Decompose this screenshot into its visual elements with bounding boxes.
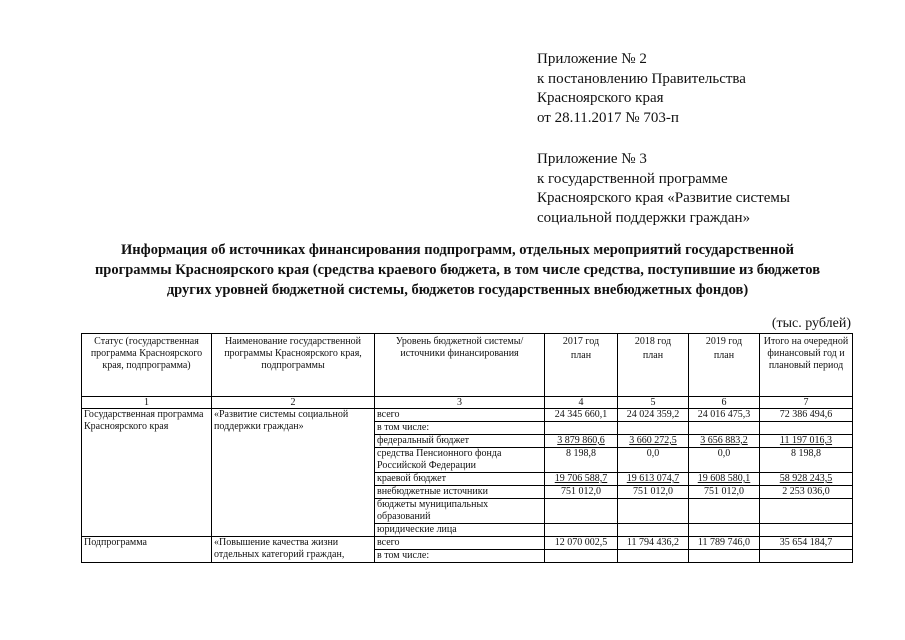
table-row — [82, 537, 853, 550]
appendix-resolution — [537, 50, 867, 128]
header-2017 — [545, 334, 618, 397]
level-cell: краевой бюджет — [375, 473, 545, 486]
name-cell: «Повышение качества жизни отдельных категорий граждан, — [212, 537, 375, 563]
name-cell: «Развитие системы социальной поддержки граждан» — [212, 409, 375, 537]
title-line: других уровней бюджетной системы, бюджетов государственных внебюджетных фондов) — [166, 282, 749, 298]
document-title — [60, 240, 855, 300]
value-2017: 8 198,8 — [545, 448, 618, 473]
header-row — [82, 334, 853, 397]
header-level: Уровень бюджетной системы/ источники финансирования — [375, 334, 545, 397]
value-2017: 751 012,0 — [545, 486, 618, 499]
appendix-line: Приложение № 3 — [537, 151, 647, 167]
value-total — [760, 499, 853, 524]
value-2019: 0,0 — [689, 448, 760, 473]
value-2018 — [618, 499, 689, 524]
header-2018 — [618, 334, 689, 397]
units-label: (тыс. рублей) — [771, 316, 851, 331]
appendix-line: к государственной программе — [537, 170, 728, 187]
level-cell: всего — [375, 409, 545, 422]
plan-label: план — [713, 350, 735, 361]
status-cell: Подпрограмма — [82, 537, 212, 563]
value-2019: 751 012,0 — [689, 486, 760, 499]
status-cell: Государственная программа Красноярского края — [82, 409, 212, 537]
value-2017 — [545, 524, 618, 537]
financing-table — [81, 333, 853, 563]
value-2019: 11 789 746,0 — [689, 537, 760, 550]
value-2019: 3 656 883,2 — [689, 435, 760, 448]
value-total — [760, 422, 853, 435]
value-2018: 19 613 074,7 — [618, 473, 689, 486]
value-2017 — [545, 422, 618, 435]
value-total — [760, 550, 853, 563]
plan-label: план — [570, 350, 592, 361]
appendix-program — [537, 150, 867, 228]
column-number: 7 — [760, 397, 853, 409]
level-cell: федеральный бюджет — [375, 435, 545, 448]
value-total: 35 654 184,7 — [760, 537, 853, 550]
value-total: 72 386 494,6 — [760, 409, 853, 422]
appendix-line: Красноярского края «Развитие системы — [537, 190, 790, 206]
value-2019 — [689, 499, 760, 524]
header-2019 — [689, 334, 760, 397]
value-total: 2 253 036,0 — [760, 486, 853, 499]
value-2019 — [689, 550, 760, 563]
column-number: 1 — [82, 397, 212, 409]
value-2018: 0,0 — [618, 448, 689, 473]
level-cell: средства Пенсионного фонда Российской Федерации — [375, 448, 545, 473]
title-line: Информация об источниках финансирования подпрограмм, отдельных мероприятий государственной — [121, 242, 794, 258]
value-2018: 751 012,0 — [618, 486, 689, 499]
level-cell: юридические лица — [375, 524, 545, 537]
value-2019: 24 016 475,3 — [689, 409, 760, 422]
table-row — [82, 409, 853, 422]
header-status: Статус (государственная программа Красноярского края, подпрограмма) — [82, 334, 212, 397]
title-line: программы Красноярского края (средства краевого бюджета, в том числе средства, поступившие из бюджетов — [94, 262, 821, 278]
appendix-line: Красноярского края — [537, 90, 664, 106]
value-2019 — [689, 524, 760, 537]
value-2018 — [618, 524, 689, 537]
value-2018 — [618, 422, 689, 435]
column-number: 6 — [689, 397, 760, 409]
level-cell: бюджеты муниципальных образований — [375, 499, 545, 524]
header-total: Итого на очередной финансовый год и плановый период — [760, 334, 853, 397]
value-2019: 19 608 580,1 — [689, 473, 760, 486]
plan-label: план — [642, 350, 664, 361]
level-cell: всего — [375, 537, 545, 550]
value-2018 — [618, 550, 689, 563]
appendix-line: социальной поддержки граждан» — [537, 209, 751, 226]
value-2017: 19 706 588,7 — [545, 473, 618, 486]
level-cell: в том числе: — [375, 422, 545, 435]
value-total: 8 198,8 — [760, 448, 853, 473]
level-cell: в том числе: — [375, 550, 545, 563]
value-total — [760, 524, 853, 537]
year-label: 2017 год — [562, 336, 600, 347]
level-cell: внебюджетные источники — [375, 486, 545, 499]
value-2018: 3 660 272,5 — [618, 435, 689, 448]
value-2017: 12 070 002,5 — [545, 537, 618, 550]
value-2017: 24 345 660,1 — [545, 409, 618, 422]
appendix-line: Приложение № 2 — [537, 51, 647, 67]
value-total: 58 928 243,5 — [760, 473, 853, 486]
appendix-line: к постановлению Правительства — [537, 70, 746, 87]
value-2018: 11 794 436,2 — [618, 537, 689, 550]
year-label: 2018 год — [634, 336, 672, 347]
value-2018: 24 024 359,2 — [618, 409, 689, 422]
appendix-line: от 28.11.2017 № 703-п — [537, 109, 679, 126]
value-2019 — [689, 422, 760, 435]
value-2017: 3 879 860,6 — [545, 435, 618, 448]
year-label: 2019 год — [705, 336, 743, 347]
column-number: 2 — [212, 397, 375, 409]
column-number: 5 — [618, 397, 689, 409]
value-total: 11 197 016,3 — [760, 435, 853, 448]
column-number-row — [82, 397, 853, 409]
value-2017 — [545, 499, 618, 524]
column-number: 3 — [375, 397, 545, 409]
header-name: Наименование государственной программы Красноярского края, подпрограммы — [212, 334, 375, 397]
value-2017 — [545, 550, 618, 563]
column-number: 4 — [545, 397, 618, 409]
